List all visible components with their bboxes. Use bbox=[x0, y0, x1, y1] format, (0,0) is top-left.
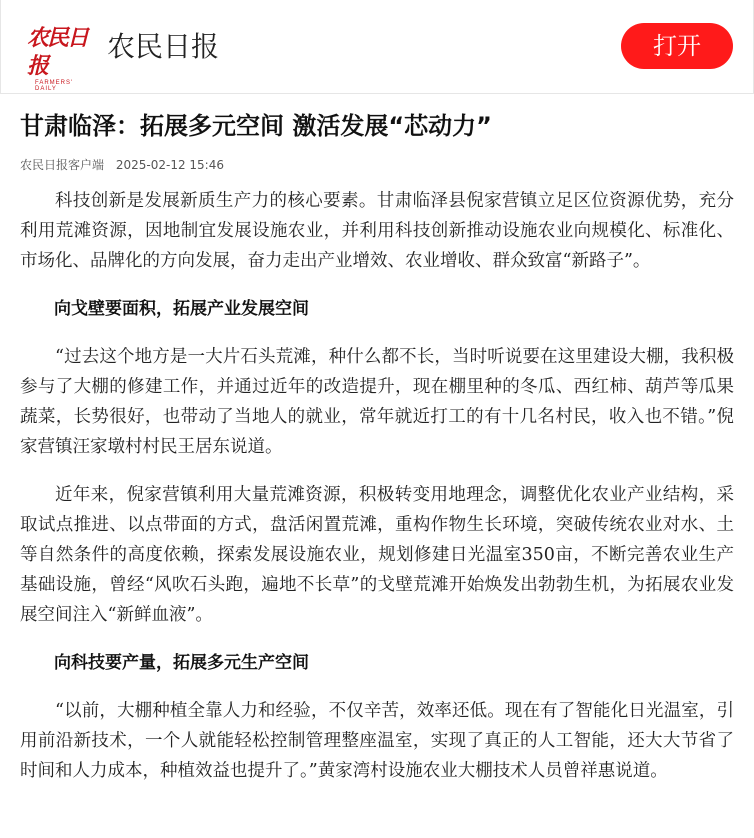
section-heading: 向科技要产量，拓展多元生产空间 bbox=[54, 653, 309, 673]
open-app-button[interactable]: 打开 bbox=[621, 23, 733, 69]
section-heading: 向戈壁要面积，拓展产业发展空间 bbox=[54, 299, 309, 319]
article-title: 甘肃临泽：拓展多元空间 激活发展“芯动力” bbox=[20, 112, 492, 140]
article-paragraph: 近年来，倪家营镇利用大量荒滩资源，积极转变用地理念，调整优化农业产业结构，采取试点推进、以点带面的方式，盘活闲置荒滩，重构作物生长环境，突破传统农业对水、土等自然条件的高度依赖，探索发展设施农业，规划修建日光温室350亩，不断完善农业生产基础设施，曾经“风吹石头跑，遍地不长草”的戈壁荒滩开始焕发出勃勃生机，为拓展农业发展空间注入“新鲜血液”。 bbox=[20, 485, 734, 625]
article-paragraph: “以前，大棚种植全靠人力和经验，不仅辛苦，效率还低。现在有了智能化日光温室，引用前沿新技术，一个人就能轻松控制管理整座温室，实现了真正的人工智能，还大大节省了时间和人力成本，种植效益也提升了。”黄家湾村设施农业大棚技术人员曾祥惠说道。 bbox=[20, 701, 734, 781]
app-header bbox=[0, 0, 754, 94]
newspaper-logo[interactable] bbox=[27, 24, 97, 92]
article bbox=[0, 108, 754, 786]
article-meta bbox=[20, 156, 734, 174]
logo-en-text: FARMERS' DAILY bbox=[35, 80, 74, 92]
article-body bbox=[20, 186, 734, 786]
article-source: 农民日报客户端 bbox=[20, 158, 105, 172]
article-paragraph: 科技创新是发展新质生产力的核心要素。甘肃临泽县倪家营镇立足区位资源优势，充分利用荒滩资源，因地制宜发展设施农业，并利用科技创新推动设施农业向规模化、标准化、市场化、品牌化的方向发展，奋力走出产业增效、农业增收、群众致富“新路子”。 bbox=[20, 191, 734, 271]
article-paragraph: “过去这个地方是一大片石头荒滩，种什么都不长，当时听说要在这里建设大棚，我积极参与了大棚的修建工作，并通过近年的改造提升，现在棚里种的冬瓜、西红柿、葫芦等瓜果蔬菜，长势很好，也带动了当地人的就业，常年就近打工的有十几名村民，收入也不错。”倪家营镇汪家墩村村民王居东说道。 bbox=[20, 347, 734, 457]
app-name: 农民日报 bbox=[107, 30, 220, 63]
logo-text: 农民日报 bbox=[27, 25, 88, 79]
article-datetime: 2025-02-12 15:46 bbox=[115, 158, 224, 172]
